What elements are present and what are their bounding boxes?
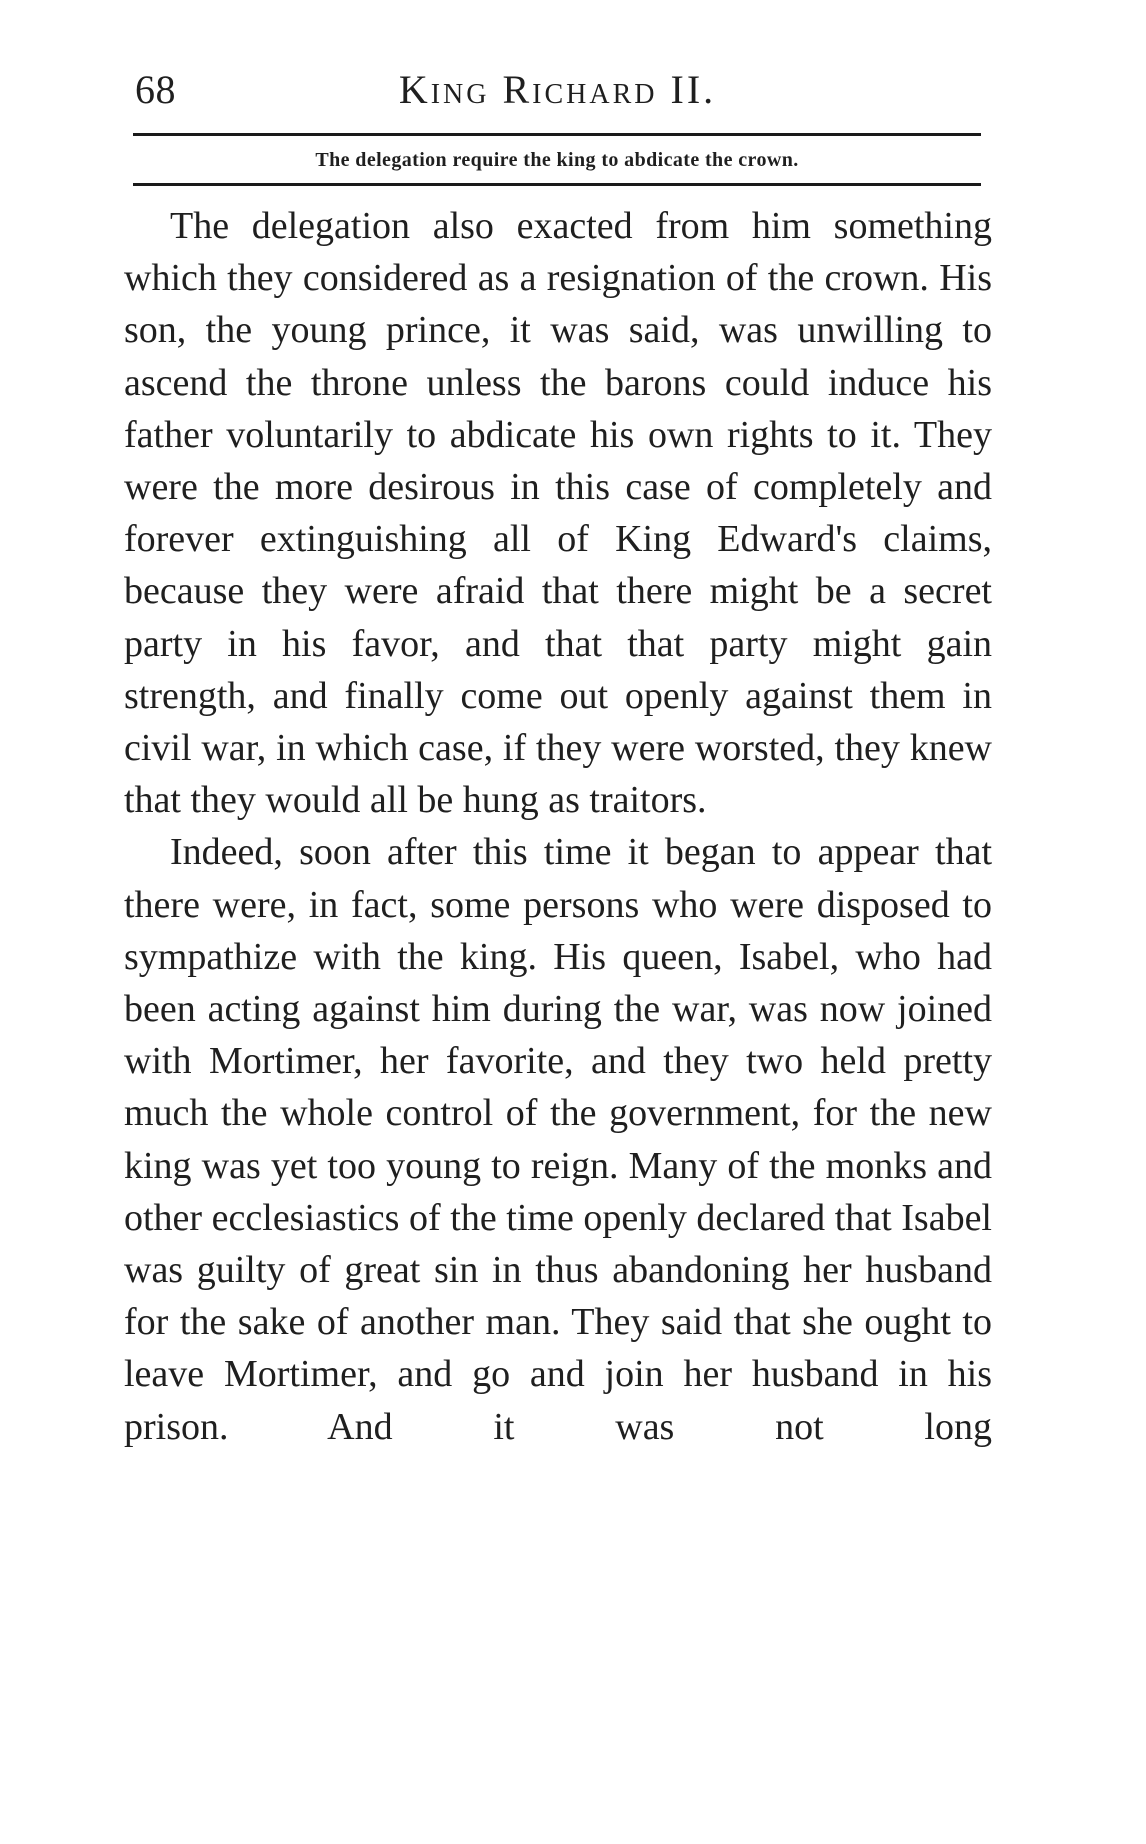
paragraph-1: The delegation also exacted from him something which they considered as a resignation of the crown. His son, the young prince, it was said, was unwilling to ascend the throne unless the barons could induce his father voluntarily to abdicate his own rights to it. They were the more desirous in this case of completely and forever extinguishing all of King Edward's claims, because they were afraid that there might be a secret party in his favor, and that that party might gain strength, and finally come out openly against them in civil war, in which case, if they were worsted, they knew that they would all be hung as traitors. bbox=[124, 205, 992, 822]
paragraph-2: Indeed, soon after this time it began to appear that there were, in fact, some persons who were disposed to sympathize with the king. His queen, Isabel, who had been acting against him during the war, was now joined with Mortimer, her favorite, and they two held pretty much the whole control of the government, for the new king was yet too young to reign. Many of the monks and other ecclesiastics of the time openly declared that Isabel was guilty of great sin in thus abandoning her husband for the sake of another man. They said that she ought to leave Mortimer, and go and join her husband in his prison. And it was not long bbox=[124, 831, 992, 1448]
body-text bbox=[124, 200, 992, 1453]
section-subtitle: The delegation require the king to abdicate the crown. bbox=[315, 149, 799, 171]
header-rule-top bbox=[133, 133, 981, 136]
header-rule-bottom bbox=[133, 183, 981, 186]
page-number: 68 bbox=[135, 67, 176, 112]
running-head bbox=[135, 60, 980, 120]
running-title: King Richard II. bbox=[398, 67, 717, 112]
